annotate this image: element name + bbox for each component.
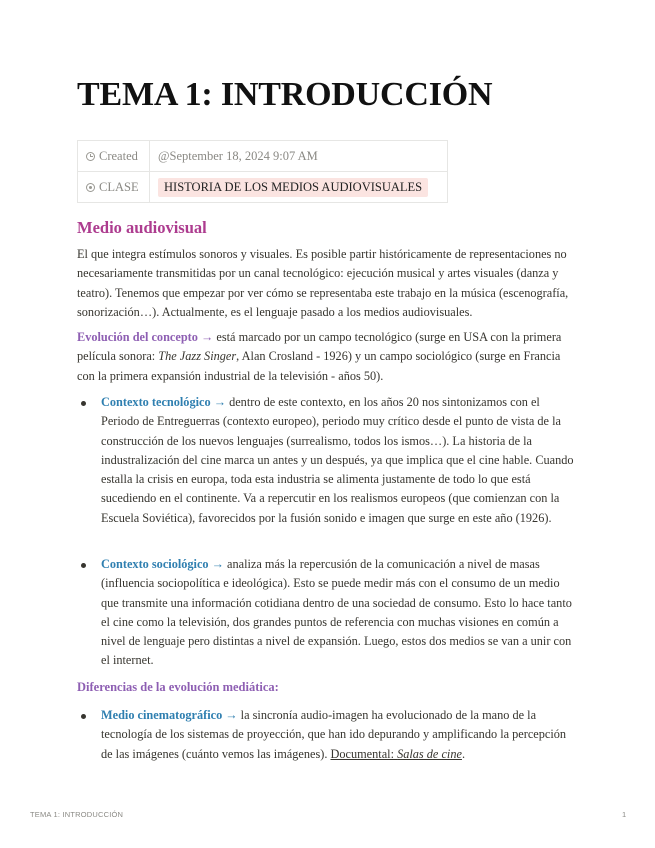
select-icon xyxy=(86,183,95,192)
keyword-contexto-sociologico: Contexto sociológico → xyxy=(101,557,224,571)
keyword-contexto-tecnologico: Contexto tecnológico → xyxy=(101,395,226,409)
paragraph-2 xyxy=(77,328,579,386)
property-key-created xyxy=(78,141,150,171)
keyword-medio-cinematografico: Medio cinematográfico → xyxy=(101,708,238,722)
documentary-link[interactable] xyxy=(330,747,461,761)
section-heading: Medio audiovisual xyxy=(77,218,207,237)
subheading: Diferencias de la evolución mediática: xyxy=(77,680,279,694)
list-item xyxy=(101,393,579,528)
footer-title: TEMA 1: INTRODUCCIÓN xyxy=(30,810,124,819)
list-item xyxy=(101,706,579,764)
created-value: @September 18, 2024 9:07 AM xyxy=(158,148,318,163)
list-item-text: dentro de este contexto, en los años 20 nos sintonizamos con el Periodo de Entreguerras (contexto europeo), periodo muy crítico desde el punto de vista de la construcción de los nuevos lenguajes (surrealismo, todos los ismos…). La historia de la industralización del cine marca un antes y un después, ya que implica que el cine hable. Cuando estalla la crisis en europa, toda esta industria se alimenta justamente de todo lo que está sucediendo en el continente. Va a repercutir en los realismos europeos (que comienzan con la Escuela Soviética), favorecidos por la fusión sonido e imagen que surge en este año (1926). xyxy=(101,395,574,525)
list-item xyxy=(101,555,579,671)
clase-tag[interactable]: HISTORIA DE LOS MEDIOS AUDIOVISUALES xyxy=(158,178,428,197)
property-row-clase xyxy=(78,172,447,202)
clock-icon xyxy=(86,152,95,161)
property-row-created xyxy=(78,141,447,172)
list-item-end: . xyxy=(461,746,466,761)
properties-table xyxy=(77,140,448,203)
film-title: The Jazz Singer xyxy=(158,349,237,364)
created-label: Created xyxy=(99,148,138,163)
page-number: 1 xyxy=(622,810,627,819)
page-title: TEMA 1: INTRODUCCIÓN xyxy=(77,76,493,113)
paragraph-2-text-b: , Alan Crosland - 1926) y un campo sociológico (surge en Francia con la primera expansión industrial de la televisión - años 50). xyxy=(77,349,561,383)
clase-value xyxy=(150,178,428,197)
paragraph-1: El que integra estímulos sonoros y visuales. Es posible partir históricamente de representaciones no necesariamente transmitidas por un canal tecnológico: ejecución musical y artes visuales (danza y teatro). Tenemos que empezar por ver cómo se representaba este trabajo en la música (escenografía, sonorización…). Actualmente, es el lenguaje pasado a los medios audiovisuales. xyxy=(77,247,569,319)
list-item-text: la sincronía audio-imagen ha evolucionado de la mano de la tecnología de los sistemas de proyección, que han ido depurando y amplificando la percepción de las imágenes (cuánto vemos las imágenes). xyxy=(101,708,567,761)
documentary-link-title: Salas de cine xyxy=(397,746,462,761)
list-item-text: analiza más la repercusión de la comunicación a nivel de masas (influencia sociopolítica e ideológica). Esto se puede medir más con el consumo de un medio que transmite una información cotidiana dentro de una sociedad de consumo. Esto lo hace tanto el cine como la televisión, dos grandes puntos de referencia con muchas visiones en común a nivel de lenguaje pero distintas a nivel de expansión. Luego, estos dos medios se van a unir con el internet. xyxy=(101,557,572,668)
documentary-link-label: Documental: xyxy=(330,746,398,761)
clase-label: CLASE xyxy=(99,179,139,194)
paragraph-2-text-a: está marcado por un campo tecnológico (surge en USA con la primera película sonora: xyxy=(77,330,562,364)
property-key-clase xyxy=(78,172,150,202)
keyword-evolucion: Evolución del concepto → xyxy=(77,330,214,344)
